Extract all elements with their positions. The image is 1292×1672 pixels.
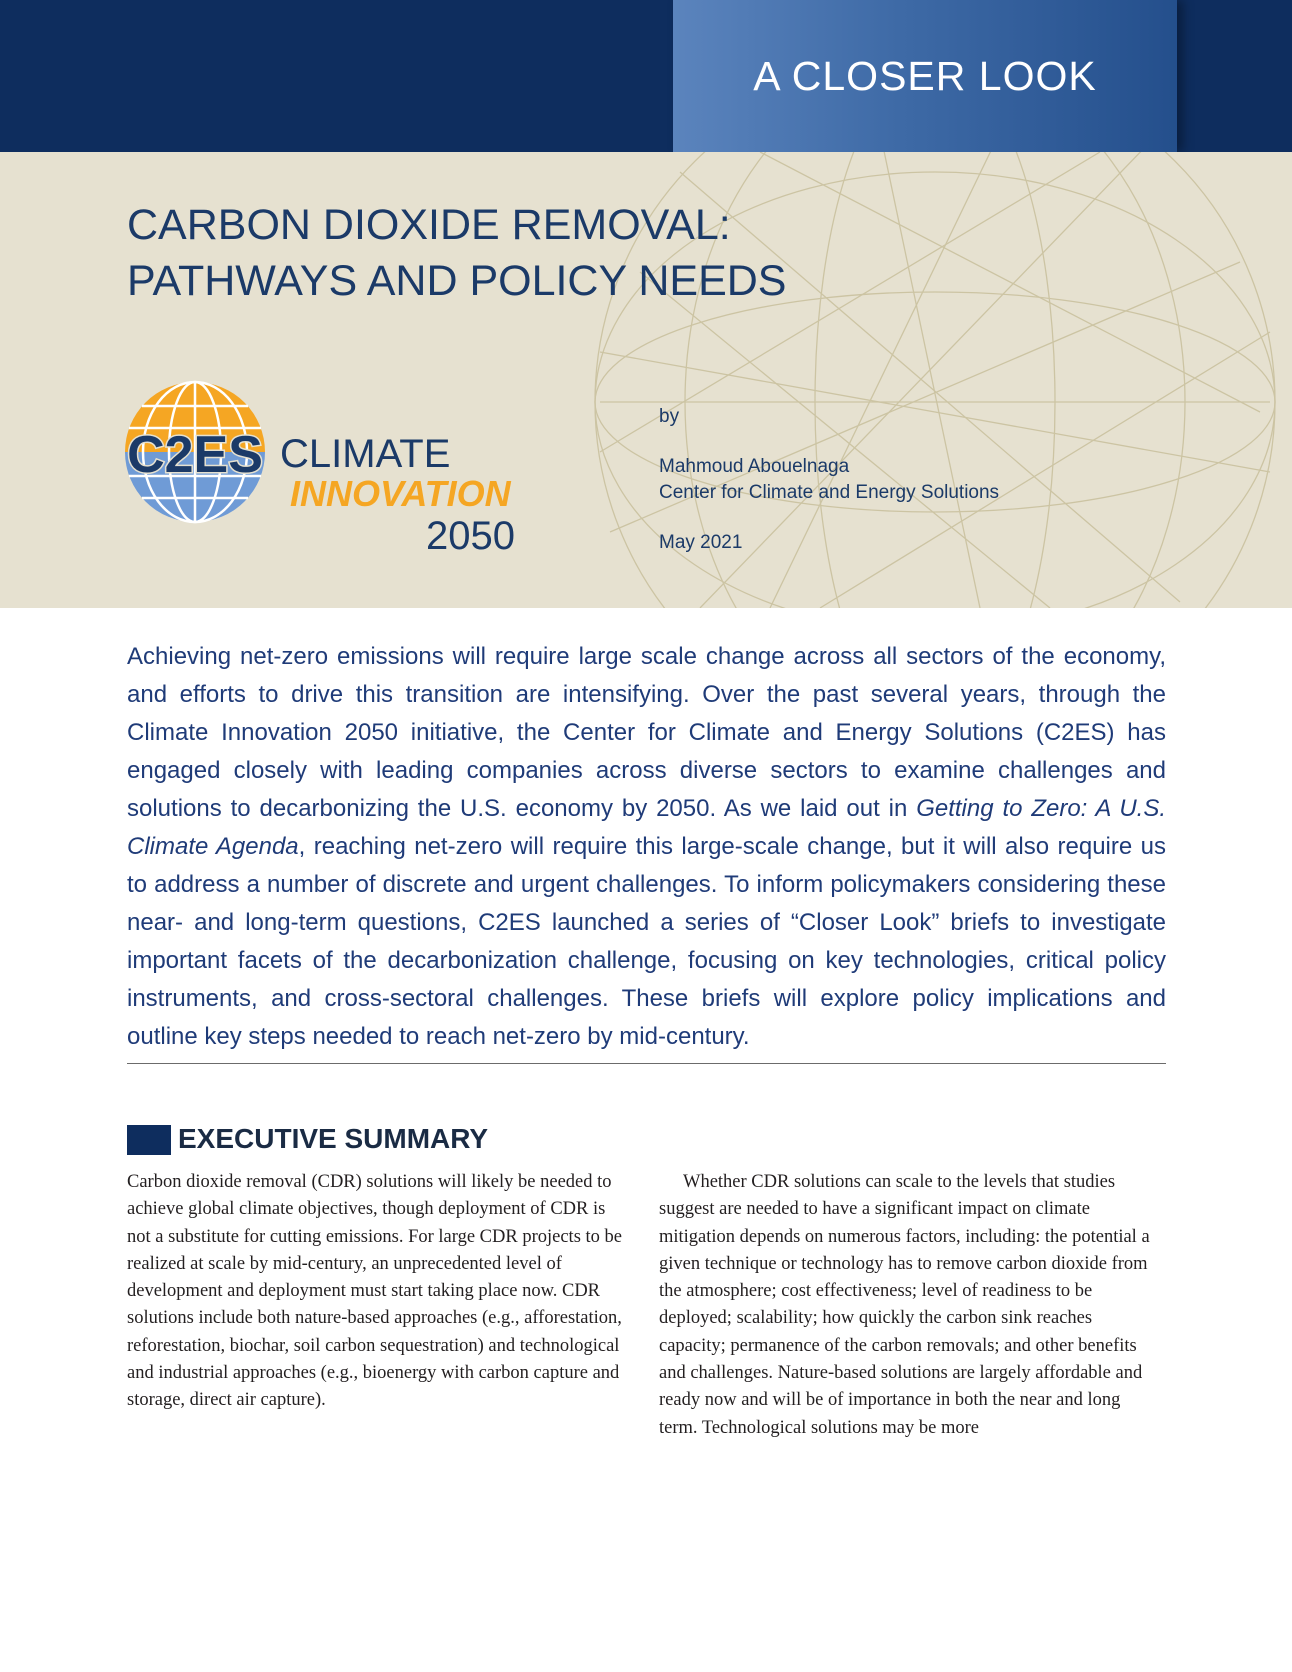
byline-organization: Center for Climate and Energy Solutions	[659, 482, 1000, 503]
intro-paragraph	[127, 638, 1166, 1056]
executive-summary-right-column: Whether CDR solutions can scale to the levels that studies suggest are needed to have a significant impact on climate mitigation depends on numerous factors, including: the potential a given technique or technology has to remove carbon dioxide from the atmosphere; cost effectiveness; level of readiness to be deployed; scalability; how quickly the carbon sink reaches capacity; permanence of the carbon removals; and other benefits and challenges. Nature-based solutions are largely affordable and ready now and will be of importance in both the near and long term. Technological solutions may be more	[659, 1172, 1150, 1438]
byline-by: by	[659, 406, 680, 427]
hero-panel	[0, 152, 1292, 608]
closer-look-tab	[673, 0, 1177, 152]
logo-mark-text: C2ES	[127, 426, 263, 484]
byline-author: Mahmoud Abouelnaga	[659, 456, 850, 477]
logo-word-innovation: INNOVATION	[290, 473, 511, 514]
intro-text-part-2: , reaching net-zero will require this large-scale change, but it will also require us to address a number of discrete and urgent challenges. To inform policymakers considering these near- and long-term questions, C2ES launched a series of “Closer Look” briefs to investigate important facets of the decarbonization challenge, focusing on key technologies, critical policy instruments, and cross-sectoral challenges. These briefs will explore policy implications and outline key steps needed to reach net-zero by mid-century.	[127, 833, 1166, 1050]
title-line-2: PATHWAYS AND POLICY NEEDS	[127, 257, 787, 305]
title-line-1: CARBON DIOXIDE REMOVAL:	[127, 201, 731, 249]
logo-word-year: 2050	[426, 514, 515, 558]
closer-look-label: A CLOSER LOOK	[753, 52, 1097, 99]
page-title	[127, 197, 787, 309]
top-banner	[0, 0, 1292, 152]
intro-italic-title: Getting to Zero: A U.S. Climate Agenda	[127, 795, 1167, 860]
intro-text-part-1: Achieving net-zero emissions will require large scale change across all sectors of the economy, and efforts to drive this transition are intensifying. Over the past several years, through the Climate Innovation 2050 initiative, the Center for Climate and Energy Solutions (C2ES) has engaged closely with leading companies across diverse sectors to examine challenges and solutions to decarbonizing the U.S. economy by 2050. As we laid out in	[127, 643, 1166, 822]
logo-word-climate: CLIMATE	[280, 432, 451, 476]
section-divider	[127, 1063, 1166, 1064]
byline-date: May 2021	[659, 532, 743, 553]
executive-summary-left-column: Carbon dioxide removal (CDR) solutions will likely be needed to achieve global climate objectives, though deployment of CDR is not a substitute for cutting emissions. For large CDR projects to be realized at scale by mid-century, an unprecedented level of development and deployment must start taking place now. CDR solutions include both nature-based approaches (e.g., afforestation, reforestation, biochar, soil carbon sequestration) and technological and industrial approaches (e.g., bioenergy with carbon capture and storage, direct air capture).	[127, 1172, 622, 1411]
navy-square-marker	[127, 1125, 171, 1155]
executive-summary-heading: EXECUTIVE SUMMARY	[178, 1123, 489, 1154]
c2es-globe-logo	[120, 380, 270, 530]
